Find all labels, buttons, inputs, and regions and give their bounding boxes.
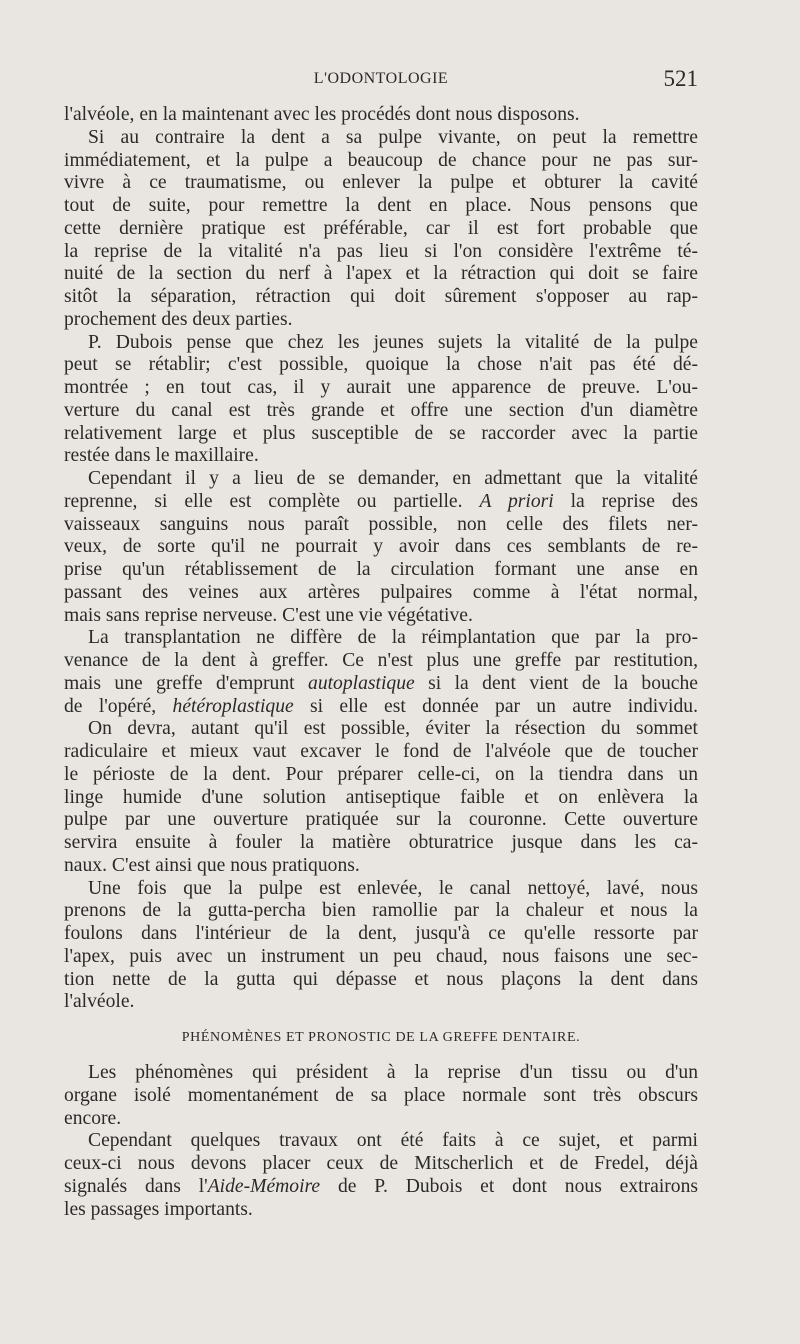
text-line: l'alvéole.	[64, 991, 135, 1013]
text-line: Une fois que la pulpe est enlevée, le canal nettoyé, lavé, nous	[88, 877, 698, 899]
paragraph	[64, 127, 698, 332]
paragraph	[64, 718, 698, 877]
text-line: cette dernière pratique est préférable, car il est fort probable que	[64, 217, 698, 239]
text-line: Les phénomènes qui président à la reprise d'un tissu ou d'un	[88, 1062, 698, 1083]
text-line: servira ensuite à fouler la matière obturatrice jusque dans les ca-	[64, 832, 698, 853]
paragraph	[64, 1130, 698, 1221]
paragraph	[64, 1062, 698, 1130]
text-line: foulons dans l'intérieur de la dent, jusqu'à ce qu'elle ressorte par	[64, 923, 698, 944]
text-line: prenons de la gutta-percha bien ramollie par la chaleur et nous la	[64, 900, 698, 922]
text-line: relativement large et plus susceptible de se raccorder avec la partie	[64, 422, 698, 444]
text-line: organe isolé momentanément de sa place normale sont très obscurs	[64, 1084, 698, 1106]
italic-term: autoplastique	[308, 672, 415, 694]
text-line: passant des veines aux artères pulpaires comme à l'état normal,	[64, 581, 698, 603]
text-line: pulpe par une ouverture pratiquée sur la couronne. Cette ouverture	[64, 809, 698, 831]
text-line: vivre à ce traumatisme, ou enlever la pulpe et obturer la cavité	[64, 172, 698, 194]
text-line: peut se rétablir; c'est possible, quoique la chose n'ait pas été dé-	[64, 354, 698, 376]
text-line: venance de la dent à greffer. Ce n'est plus une greffe par restitution,	[64, 650, 698, 671]
italic-term: hétéroplastique	[172, 695, 294, 717]
paragraph	[64, 627, 698, 718]
text-line: encore.	[64, 1107, 122, 1129]
section-heading: PHÉNOMÈNES ET PRONOSTIC DE LA GREFFE DENTAIRE.	[181, 1030, 581, 1045]
text-line: linge humide d'une solution antiseptique faible et on enlèvera la	[64, 786, 698, 808]
text-line: La transplantation ne diffère de la réimplantation que par la pro-	[88, 627, 698, 649]
text-line: prochement des deux parties.	[64, 308, 293, 330]
text-line: Cependant il y a lieu de se demander, en admettant que la vitalité	[88, 468, 698, 489]
text-line: reprenne, si elle est complète ou partielle. A priori la reprise des	[64, 490, 699, 512]
text-line: naux. C'est ainsi que nous pratiquons.	[64, 854, 360, 876]
text-line: Si au contraire la dent a sa pulpe vivante, on peut la remettre	[88, 126, 698, 148]
page-number: 521	[663, 66, 698, 91]
text-line: montrée ; en tout cas, il y aurait une apparence de preuve. L'ou-	[64, 377, 698, 398]
text-line: le périoste de la dent. Pour préparer celle-ci, on la tiendra dans un	[64, 763, 698, 785]
text-line: prise qu'un rétablissement de la circulation formant une anse en	[64, 559, 698, 580]
text-line: tout de suite, pour remettre la dent en place. Nous pensons que	[64, 195, 698, 216]
text-line: veux, de sorte qu'il ne pourrait y avoir dans ces semblants de re-	[64, 536, 698, 558]
text-line: immédiatement, et la pulpe a beaucoup de chance pour ne pas sur-	[64, 149, 698, 171]
text-line: restée dans le maxillaire.	[64, 445, 259, 467]
text-line: signalés dans l'Aide-Mémoire de P. Dubois et dont nous extrairons	[64, 1175, 699, 1197]
text-line: verture du canal est très grande et offre une section d'un diamètre	[64, 399, 698, 421]
text-line: sitôt la séparation, rétraction qui doit sûrement s'opposer au rap-	[64, 286, 698, 307]
text-line: mais sans reprise nerveuse. C'est une vie végétative.	[64, 604, 473, 626]
italic-term: Aide-Mémoire	[207, 1175, 321, 1197]
body-text	[64, 104, 698, 1221]
paragraph	[64, 878, 698, 1015]
text-line: de l'opéré, hétéroplastique si elle est donnée par un autre individu.	[64, 695, 698, 717]
text-line: vaisseaux sanguins nous paraît possible, non celle des filets ner-	[64, 513, 698, 535]
text-line: la reprise de la vitalité n'a pas lieu si l'on considère l'extrême té-	[64, 240, 698, 262]
paragraph	[64, 332, 698, 469]
paragraph	[64, 468, 698, 627]
text-line: mais une greffe d'emprunt autoplastique si la dent vient de la bouche	[64, 672, 698, 694]
running-title: L'ODONTOLOGIE	[313, 70, 449, 87]
text-line: P. Dubois pense que chez les jeunes sujets la vitalité de la pulpe	[88, 331, 698, 353]
text-line: l'alvéole, en la maintenant avec les procédés dont nous disposons.	[64, 104, 580, 125]
text-line: les passages importants.	[64, 1198, 253, 1220]
text-line: radiculaire et mieux vaut excaver le fond de l'alvéole que de toucher	[64, 741, 698, 762]
text-line: ceux-ci nous devons placer ceux de Mitscherlich et de Fredel, déjà	[64, 1153, 698, 1174]
text-line: tion nette de la gutta qui dépasse et nous plaçons la dent dans	[64, 968, 698, 990]
page-header	[64, 66, 698, 100]
text-line: l'apex, puis avec un instrument un peu chaud, nous faisons une sec-	[64, 945, 698, 967]
text-line: Cependant quelques travaux ont été faits à ce sujet, et parmi	[88, 1130, 698, 1152]
text-line: On devra, autant qu'il est possible, éviter la résection du sommet	[88, 718, 698, 740]
paragraph	[64, 104, 698, 127]
text-line: nuité de la section du nerf à l'apex et la rétraction qui doit se faire	[64, 263, 698, 285]
italic-term: A priori	[479, 490, 554, 512]
